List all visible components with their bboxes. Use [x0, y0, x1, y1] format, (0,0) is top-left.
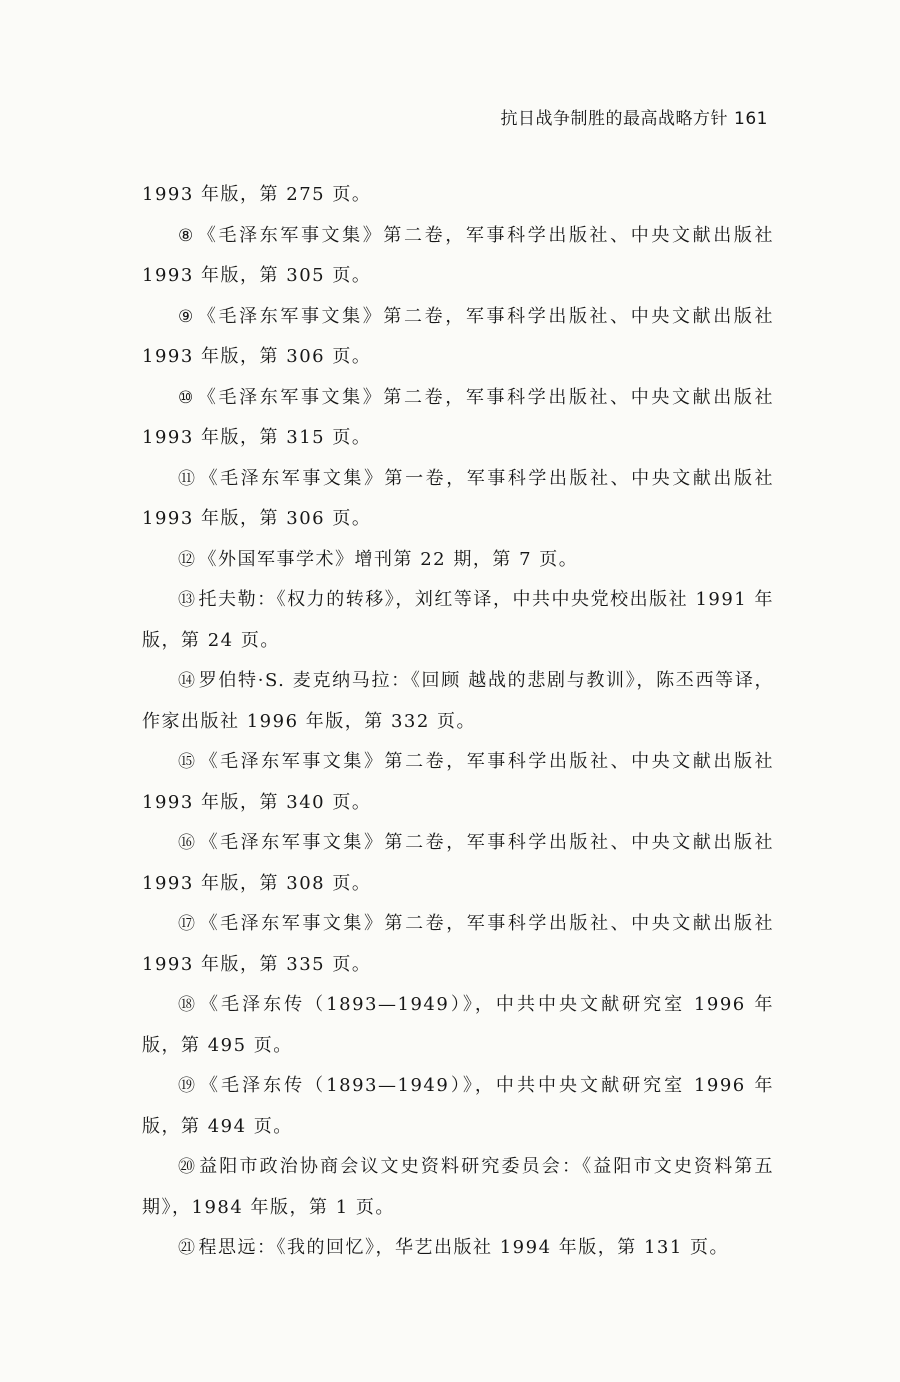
endnote-marker: ⑯ — [178, 833, 198, 853]
endnote — [142, 378, 774, 459]
endnote-text: 《毛泽东军事文集》第一卷，军事科学出版社、中央文献出版社 1993 年版，第 306 页。 — [142, 467, 775, 529]
running-header — [501, 104, 768, 129]
endnote-text: 《毛泽东传（1893—1949）》，中共中央文献研究室 1996 年版，第 495 页。 — [142, 994, 774, 1056]
endnotes-list — [142, 175, 774, 1269]
endnote — [142, 1066, 774, 1147]
endnote-marker: ⑩ — [178, 387, 196, 408]
endnote-text: 《外国军事学术》增刊第 22 期，第 7 页。 — [198, 548, 579, 570]
endnote — [142, 985, 774, 1066]
page-number: 161 — [734, 109, 768, 129]
header-title: 抗日战争制胜的最高战略方针 — [500, 109, 729, 129]
endnote-marker: ⑲ — [178, 1076, 199, 1096]
endnote-text: 《毛泽东军事文集》第二卷，军事科学出版社、中央文献出版社 1993 年版，第 306 页。 — [142, 305, 774, 367]
endnote-marker: ⑰ — [178, 914, 198, 934]
endnote — [142, 580, 774, 661]
endnote — [142, 459, 774, 540]
endnote — [142, 904, 774, 985]
endnote-marker: ⑨ — [178, 306, 196, 327]
endnote-text: 程思远：《我的回忆》，华艺出版社 1994 年版，第 131 页。 — [198, 1237, 730, 1258]
endnote — [142, 297, 774, 378]
endnote-marker: ㉑ — [178, 1238, 197, 1258]
endnote-continuation — [142, 175, 774, 216]
endnote-text: 托夫勒：《权力的转移》，刘红等译，中共中央党校出版社 1991 年版，第 24 页。 — [142, 589, 775, 651]
endnote-marker: ⑬ — [178, 590, 197, 610]
endnote-text: 《毛泽东军事文集》第二卷，军事科学出版社、中央文献出版社 1993 年版，第 335 页。 — [142, 913, 775, 975]
endnote-text: 《毛泽东军事文集》第二卷，军事科学出版社、中央文献出版社 1993 年版，第 340 页。 — [142, 751, 775, 813]
endnote-text: 益阳市政治协商会议文史资料研究委员会：《益阳市文史资料第五期》，1984 年版，第 1 页。 — [142, 1156, 774, 1218]
endnote-text: 1993 年版，第 275 页。 — [142, 184, 372, 205]
endnote — [142, 823, 774, 904]
endnote — [142, 742, 774, 823]
endnote — [142, 1147, 774, 1228]
endnote — [142, 661, 774, 742]
endnote — [142, 1228, 774, 1269]
endnote-marker: ⑧ — [178, 225, 196, 246]
endnote-marker: ⑱ — [178, 995, 199, 1015]
endnote-marker: ⑮ — [178, 752, 198, 772]
endnote — [142, 540, 774, 581]
endnote-marker: ⑪ — [178, 468, 198, 489]
endnote-marker: ⑫ — [178, 549, 197, 570]
endnote-text: 《毛泽东军事文集》第二卷，军事科学出版社、中央文献出版社 1993 年版，第 315 页。 — [142, 386, 774, 448]
endnote-text: 《毛泽东军事文集》第二卷，军事科学出版社、中央文献出版社 1993 年版，第 305 页。 — [142, 224, 774, 286]
endnote-marker: ⑭ — [178, 671, 197, 691]
endnote — [142, 216, 774, 297]
endnote-text: 《毛泽东军事文集》第二卷，军事科学出版社、中央文献出版社 1993 年版，第 308 页。 — [142, 832, 775, 894]
endnote-text: 《毛泽东传（1893—1949）》，中共中央文献研究室 1996 年版，第 494 页。 — [142, 1075, 774, 1137]
endnote-marker: ⑳ — [178, 1157, 198, 1177]
endnote-text: 罗伯特·S. 麦克纳马拉：《回顾 越战的悲剧与教训》，陈丕西等译，作家出版社 1996 年版，第 332 页。 — [142, 670, 775, 732]
